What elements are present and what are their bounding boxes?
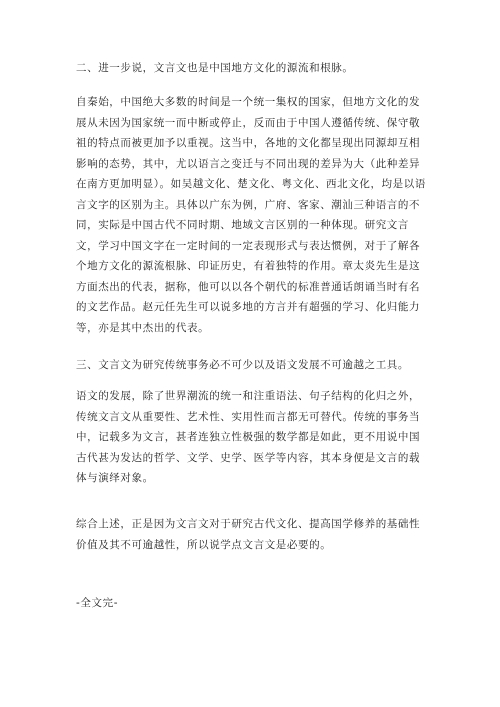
section-three-heading: 三、文言文为研究传统事务必不可少以及语文发展不可逾越之工具。 xyxy=(76,359,409,371)
section-two-body: 自秦始，中国绝大多数的时间是一个统一集权的国家，但地方文化的发展从未因为国家统一而中断或停止，反而由于中国人遵循传统、保守敬祖的特点而被更加予以重视。这当中，各地的文化都呈现出同源却互相影响的态势，其中，尤以语言之变迁与不同出现的差异为大（此种差异在南方更加明显）。如吴越文化、楚文化、粤文化、西北文化，均是以语言文字的区别为主。具体以广东为例，广府、客家、潮汕三种语言的不同，实际是中国古代不同时期、地域文言区别的一种体现。研究文言文，学习中国文字在一定时间的一定表现形式与表达惯例，对于了解各个地方文化的源流根脉、印证历史，有着独特的作用。章太炎先生是这方面杰出的代表，据称，他可以以各个朝代的标准普通话朗诵当时有名的文艺作品。赵元任先生可以说多地的方言并有超强的学习、化归能力等，亦是其中杰出的代表。 xyxy=(76,96,426,334)
section-three-body: 语文的发展，除了世界潮流的统一和注重语法、句子结构的化归之外，传统文言文从重要性、艺术性、实用性而言都无可替代。传统的事务当中，记载多为文言，甚者连独立性极强的数学都是如此，更不用说中国古代甚为发达的哲学、文学、史学、医学等内容，其本身便是文言的载体与演绎对象。 xyxy=(76,390,421,484)
section-two-heading: 二、进一步说，文言文也是中国地方文化的源流和根脉。 xyxy=(76,62,354,74)
end-mark: -全文完- xyxy=(76,597,119,609)
conclusion-paragraph: 综合上述，正是因为文言文对于研究古代文化、提高国学修养的基础性价值及其不可逾越性，所以说学点文言文是必要的。 xyxy=(76,518,421,551)
